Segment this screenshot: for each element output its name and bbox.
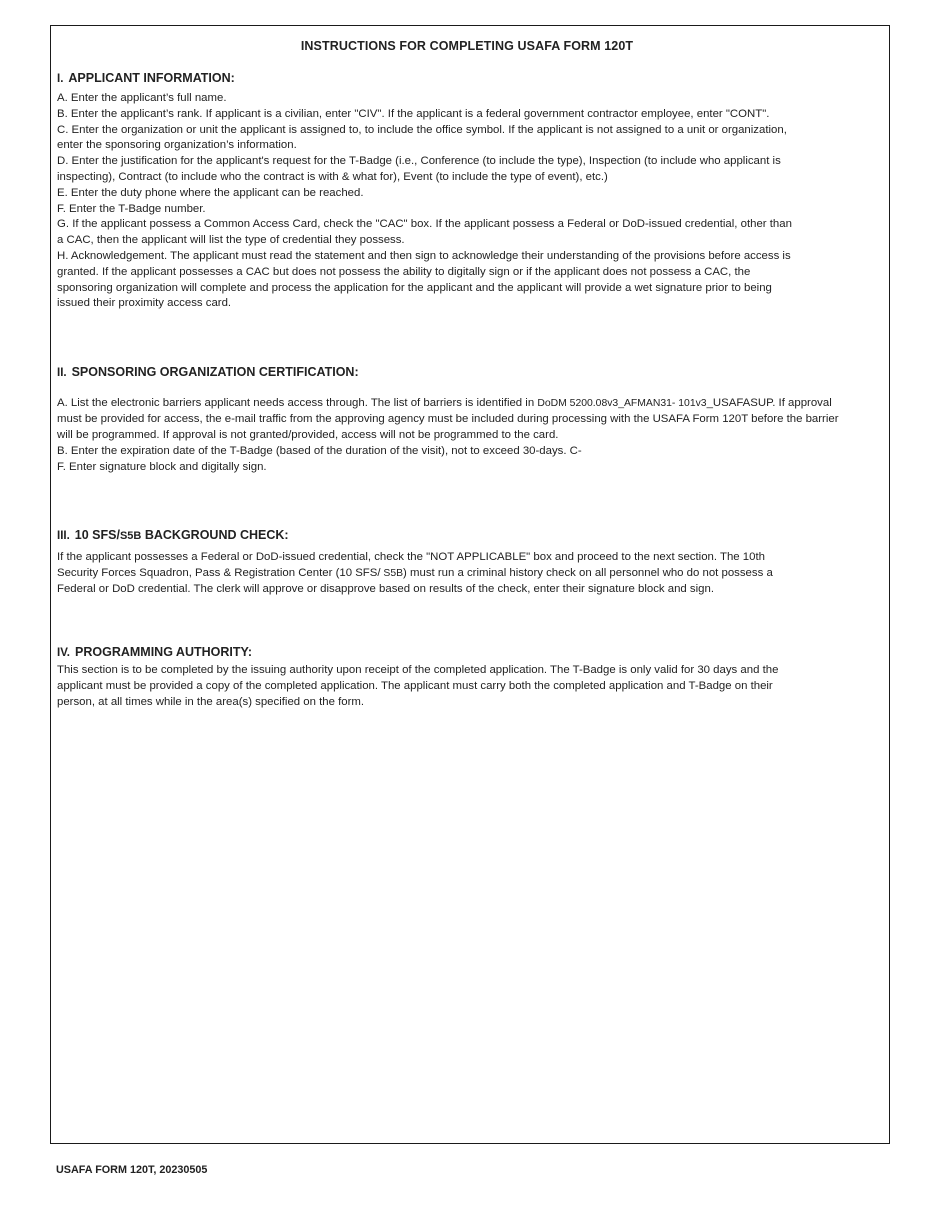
instruction-item-b: B. Enter the applicant’s rank. If applicant is a civilian, enter "CIV". If the applicant is a federal government contractor employee, enter "CONT". — [57, 107, 770, 120]
instruction-item-f: F. Enter the T-Badge number. — [57, 202, 206, 215]
section-3-number: III. — [57, 530, 70, 542]
instruction-item-d: D. Enter the justification for the applicant's request for the T-Badge (i.e., Conference (to include the type), Inspection (to include who applicant is inspecting), Contract (to include who the contract is with & what for), Event (to include the type of event), etc.) — [57, 155, 781, 183]
sponsor-item-a-continued: _USAFASUP. If approval must be provided for access, the e-mail traffic from the approving agency must be included during processing with the USAFA Form 120T before the barrier will be programmed. If approval is not granted/provided, access will not be programmed to the card. — [57, 397, 839, 441]
background-check-office-code: S5B — [380, 567, 404, 579]
section-4-number: IV. — [57, 647, 71, 659]
section-3-heading — [57, 528, 787, 542]
sponsor-item-b: B. Enter the expiration date of the T-Badge (based of the duration of the visit), not to exceed 30-days. C- — [57, 445, 582, 458]
section-1-number: I. — [57, 73, 64, 85]
instruction-item-c: C. Enter the organization or unit the applicant is assigned to, to include the office symbol. If the applicant is not assigned to a unit or organization, enter the sponsoring organization’s information. — [57, 123, 787, 152]
programming-authority-text: This section is to be completed by the issuing authority upon receipt of the completed application. The T-Badge is only valid for 30 days and the applicant must be provided a copy of the completed application. The applicant must carry both the completed application and T-Badge on their person, at all times while in the area(s) specified on the form. — [57, 664, 779, 708]
instruction-item-a: A. Enter the applicant’s full name. — [57, 92, 227, 104]
form-page-frame — [50, 25, 890, 1144]
form-footer: USAFA FORM 120T, 20230505 — [56, 1164, 208, 1176]
section-3-title-end: BACKGROUND CHECK: — [141, 528, 289, 542]
sponsor-item-a — [57, 396, 857, 443]
section-1-title: APPLICANT INFORMATION: — [68, 71, 235, 85]
section-4-title: PROGRAMMING AUTHORITY: — [75, 645, 253, 659]
section-sponsoring-organization — [57, 365, 857, 476]
document-title: INSTRUCTIONS FOR COMPLETING USAFA FORM 120T — [300, 39, 634, 53]
section-2-number: II. — [57, 367, 67, 379]
section-programming-authority — [57, 645, 802, 710]
section-3-office-code: S5B — [119, 530, 142, 542]
section-3-title: 10 SFS/ — [74, 528, 120, 542]
section-4-heading — [57, 645, 802, 659]
instruction-item-h: H. Acknowledgement. The applicant must read the statement and then sign to acknowledge their understanding of the provisions before access is granted. If the applicant possesses a CAC but does not possess the ability to digitally sign or if the applicant does not possess a CAC, the sponsoring organization will complete and process the application for the applicant and the applicant will provide a wet signature prior to being issued their proximity access card. — [57, 249, 791, 310]
section-background-check — [57, 528, 787, 597]
section-1-heading — [57, 71, 797, 85]
background-check-text-end: ) must run a criminal history check on all personnel who do not possess a Federal or DoD credential. The clerk will approve or disapprove based on results of the check, enter their signature block and sign. — [57, 566, 773, 595]
regulation-reference: DoDM 5200.08v3_AFMAN31- 101v3 — [537, 398, 707, 409]
section-2-title: SPONSORING ORGANIZATION CERTIFICATION: — [71, 365, 359, 379]
sponsor-item-a-text: A. List the electronic barriers applicant needs access through. The list of barriers is identified in — [57, 397, 538, 409]
instruction-item-e: E. Enter the duty phone where the applicant can be reached. — [57, 186, 364, 199]
section-applicant-information — [57, 71, 797, 312]
instruction-item-g: G. If the applicant possess a Common Access Card, check the "CAC" box. If the applicant possess a Federal or DoD-issued credential, other than a CAC, then the applicant will list the type of credential they possess. — [57, 218, 792, 247]
background-check-text-start: If the applicant possesses a Federal or DoD-issued credential, check the "NOT APPLICABLE" box and proceed to the next section. The 10th Security Forces Squadron, Pass & Registration Center (10 SFS/ — [57, 551, 765, 579]
sponsor-item-f: F. Enter signature block and digitally sign. — [57, 461, 267, 474]
background-check-text — [57, 550, 787, 597]
section-2-heading — [57, 365, 857, 379]
